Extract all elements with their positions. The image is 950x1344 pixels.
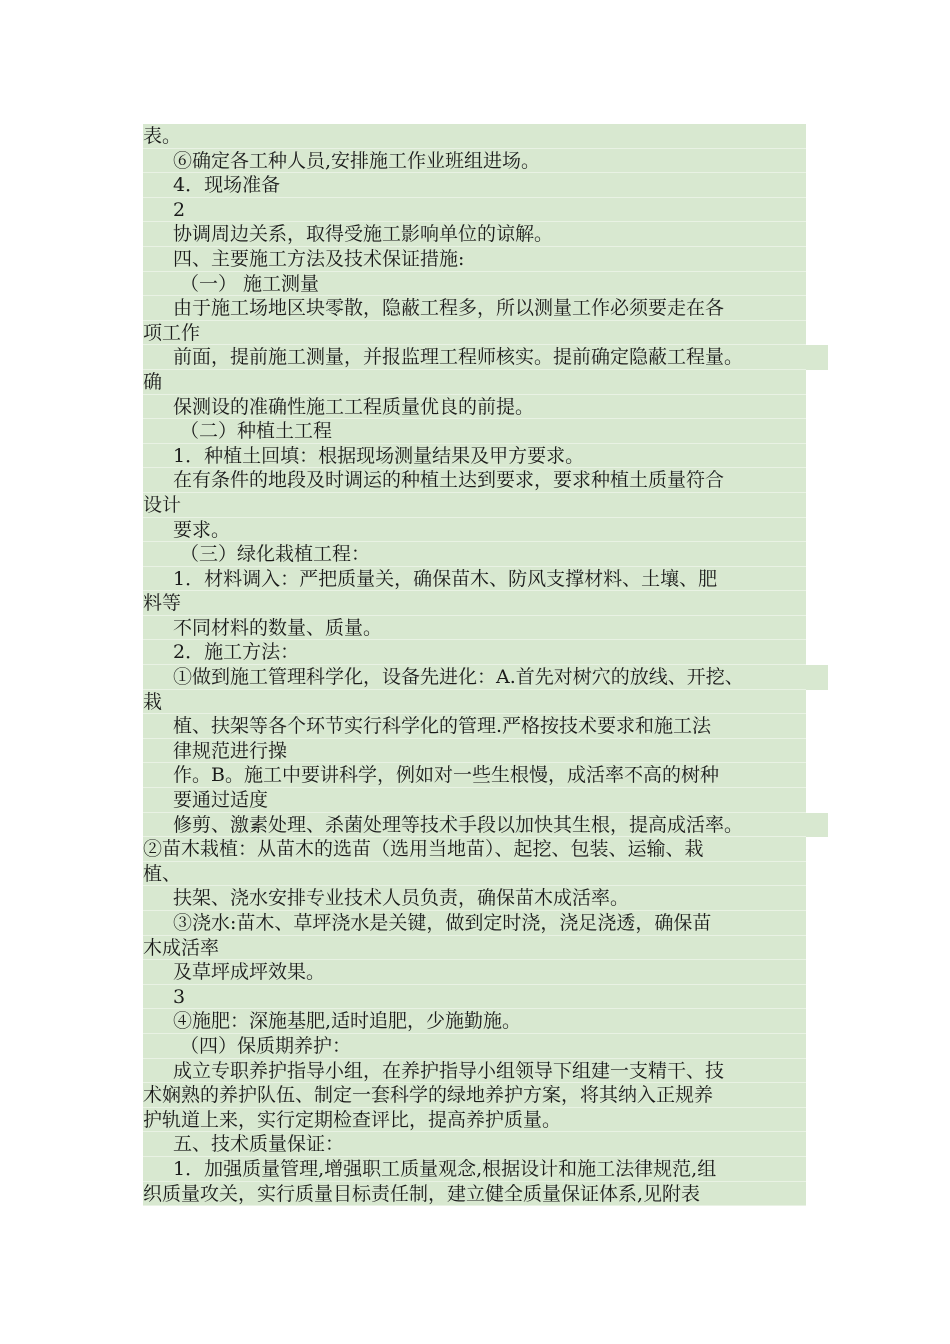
text-line: 4．现场准备: [143, 173, 806, 198]
text-line: 植、: [143, 862, 806, 887]
text-line: 1．加强质量管理,增强职工质量观念,根据设计和施工法律规范,组: [143, 1157, 806, 1182]
text-line: 织质量攻关，实行质量目标责任制，建立健全质量保证体系,见附表: [143, 1182, 806, 1207]
text-line: 料等: [143, 591, 806, 616]
text-line: 前面，提前施工测量，并报监理工程师核实。提前确定隐蔽工程量。: [143, 345, 806, 370]
page-number: 3: [143, 985, 806, 1010]
text-line: 确: [143, 370, 806, 395]
text-line: 不同材料的数量、质量。: [143, 616, 806, 641]
text-line: 植、扶架等各个环节实行科学化的管理.严格按技术要求和施工法: [143, 714, 806, 739]
subsection-heading: （一） 施工测量: [143, 272, 806, 297]
text-line: 1．材料调入：严把质量关，确保苗木、防风支撑材料、土壤、肥: [143, 567, 806, 592]
document-body: [143, 124, 806, 1206]
text-line: 木成活率: [143, 936, 806, 961]
text-line: 及草坪成坪效果。: [143, 960, 806, 985]
text-line: 项工作: [143, 321, 806, 346]
text-line: 协调周边关系，取得受施工影响单位的谅解。: [143, 222, 806, 247]
subsection-heading: （三）绿化栽植工程：: [143, 542, 806, 567]
text-line: ⑥确定各工种人员,安排施工作业班组进场。: [143, 149, 806, 174]
section-heading: 五、技术质量保证：: [143, 1132, 806, 1157]
text-line: 保测设的准确性施工工程质量优良的前提。: [143, 395, 806, 420]
subsection-heading: （二）种植土工程: [143, 419, 806, 444]
text-line: ④施肥：深施基肥,适时追肥，少施勤施。: [143, 1009, 806, 1034]
text-line: 由于施工场地区块零散，隐蔽工程多，所以测量工作必须要走在各: [143, 296, 806, 321]
subsection-heading: （四）保质期养护：: [143, 1034, 806, 1059]
text-line: 要求。: [143, 518, 806, 543]
text-line: ②苗木栽植：从苗木的选苗（选用当地苗）、起挖、包装、运输、栽: [143, 837, 806, 862]
text-line: 修剪、激素处理、杀菌处理等技术手段以加快其生根，提高成活率。: [143, 813, 806, 838]
text-line: 要通过适度: [143, 788, 806, 813]
text-line: 作。B。施工中要讲科学，例如对一些生根慢，成活率不高的树种: [143, 763, 806, 788]
text-line: 设计: [143, 493, 806, 518]
page-number: 2: [143, 198, 806, 223]
text-line: 律规范进行操: [143, 739, 806, 764]
text-line: 术娴熟的养护队伍、制定一套科学的绿地养护方案，将其纳入正规养: [143, 1083, 806, 1108]
text-line: 表。: [143, 124, 806, 149]
text-line: 护轨道上来，实行定期检查评比，提高养护质量。: [143, 1108, 806, 1133]
section-heading: 四、主要施工方法及技术保证措施:: [143, 247, 806, 272]
text-line: ③浇水:苗木、草坪浇水是关键，做到定时浇，浇足浇透，确保苗: [143, 911, 806, 936]
text-line: 2．施工方法：: [143, 640, 806, 665]
text-line: 在有条件的地段及时调运的种植土达到要求，要求种植土质量符合: [143, 468, 806, 493]
text-line: 成立专职养护指导小组，在养护指导小组领导下组建一支精干、技: [143, 1059, 806, 1084]
text-line: 栽: [143, 690, 806, 715]
text-line: 1．种植土回填：根据现场测量结果及甲方要求。: [143, 444, 806, 469]
text-line: ①做到施工管理科学化，设备先进化：A.首先对树穴的放线、开挖、: [143, 665, 806, 690]
text-line: 扶架、浇水安排专业技术人员负责，确保苗木成活率。: [143, 886, 806, 911]
